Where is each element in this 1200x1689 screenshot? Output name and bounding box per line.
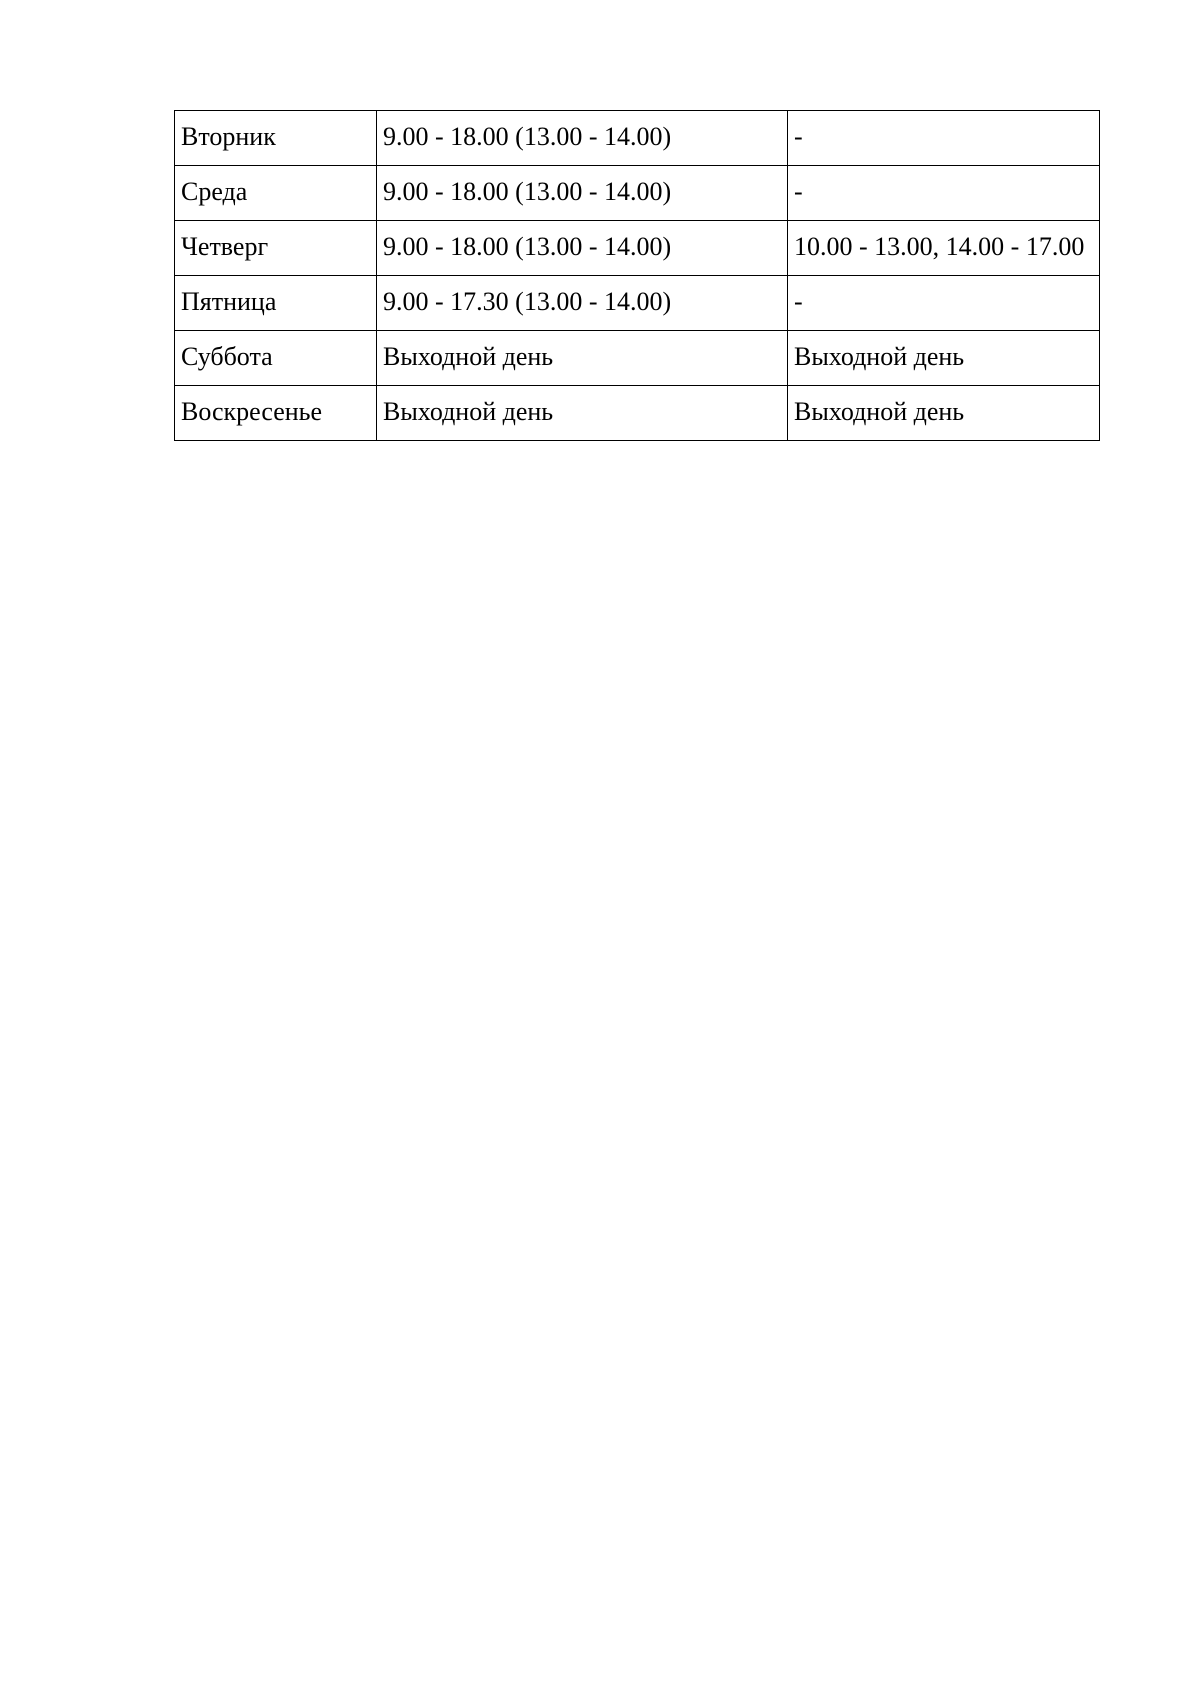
extra-hours-cell: -: [788, 111, 1100, 166]
day-cell: Воскресенье: [175, 386, 377, 441]
extra-hours-cell: Выходной день: [788, 331, 1100, 386]
hours-cell: 9.00 - 18.00 (13.00 - 14.00): [377, 221, 788, 276]
hours-cell: 9.00 - 18.00 (13.00 - 14.00): [377, 166, 788, 221]
table-row: [175, 166, 1100, 221]
table-row: [175, 221, 1100, 276]
hours-cell: Выходной день: [377, 331, 788, 386]
extra-hours-cell: Выходной день: [788, 386, 1100, 441]
schedule-table: [174, 110, 1100, 441]
table-row: [175, 276, 1100, 331]
day-cell: Среда: [175, 166, 377, 221]
day-cell: Пятница: [175, 276, 377, 331]
extra-hours-cell: -: [788, 276, 1100, 331]
hours-cell: 9.00 - 18.00 (13.00 - 14.00): [377, 111, 788, 166]
day-cell: Четверг: [175, 221, 377, 276]
extra-hours-cell: -: [788, 166, 1100, 221]
table-row: [175, 386, 1100, 441]
table-row: [175, 111, 1100, 166]
hours-cell: 9.00 - 17.30 (13.00 - 14.00): [377, 276, 788, 331]
day-cell: Вторник: [175, 111, 377, 166]
extra-hours-cell: 10.00 - 13.00, 14.00 - 17.00: [788, 221, 1100, 276]
hours-cell: Выходной день: [377, 386, 788, 441]
table-row: [175, 331, 1100, 386]
day-cell: Суббота: [175, 331, 377, 386]
